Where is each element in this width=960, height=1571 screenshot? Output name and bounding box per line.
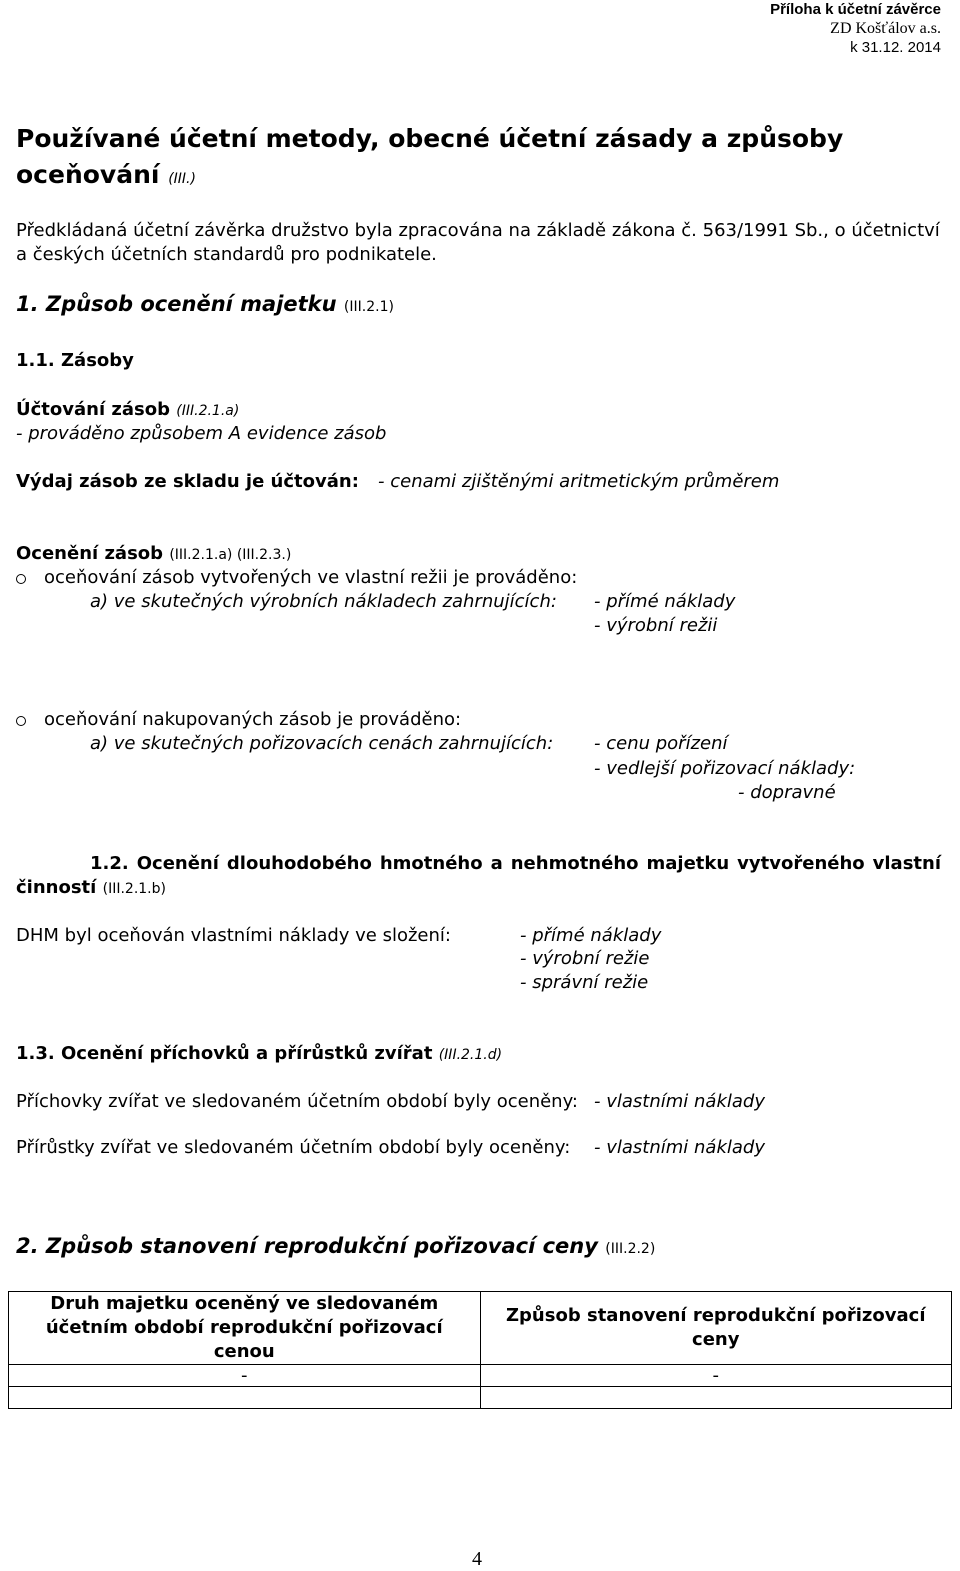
section-1-2-ref: (III.2.1.b)	[102, 881, 166, 897]
section-1-3-heading-text: 1.3. Ocenění příchovků a přírůstků zvířat	[16, 1043, 433, 1064]
intro-line1: Předkládaná účetní závěrka družstvo byla zpracována na základě zákona č. 563/1991 Sb., o účetnictví	[16, 220, 940, 241]
issue-value: - cenami zjištěnými aritmetickým průměrem	[378, 471, 780, 492]
intro-line2: a českých účetních standardů pro podnikatele.	[16, 244, 437, 265]
section-1-2-heading-text: činností	[16, 877, 97, 898]
page-number: 4	[472, 1548, 482, 1570]
purchased-label: a) ve skutečných pořizovacích cenách zahrnujících:	[90, 733, 554, 754]
offspring-label: Příchovky zvířat ve sledovaném účetním období byly oceněny:	[16, 1091, 578, 1112]
header-company: ZD Košťálov a.s.	[830, 20, 941, 37]
dhm-item: - správní režie	[520, 972, 649, 993]
dhm-item: - přímé náklady	[520, 925, 662, 946]
section-1-1-heading: 1.1. Zásoby	[16, 350, 134, 371]
own-production-item: - přímé náklady	[594, 591, 736, 612]
table-cell	[9, 1387, 481, 1409]
section-2-heading	[16, 1234, 655, 1259]
section-1-3-heading	[16, 1043, 502, 1065]
own-production-bullet: oceňování zásob vytvořených ve vlastní režii je prováděno:	[44, 567, 578, 588]
section-1-ref: (III.2.1)	[343, 299, 394, 315]
page-title-line1: Používané účetní metody, obecné účetní zásady a způsoby	[16, 124, 844, 153]
table-header-row	[9, 1292, 952, 1365]
page-title-line2	[16, 160, 196, 190]
purchased-item: - cenu pořízení	[594, 733, 728, 754]
table-header-cell: Způsob stanovení reprodukční pořizovací ceny	[480, 1292, 952, 1365]
purchased-item: - vedlejší pořizovací náklady:	[594, 758, 856, 779]
table-row	[9, 1365, 952, 1387]
table-cell	[480, 1387, 952, 1409]
bullet-icon	[16, 574, 26, 584]
dhm-label: DHM byl oceňován vlastními náklady ve složení:	[16, 925, 451, 946]
valuation-ref: (III.2.1.a) (III.2.3.)	[169, 547, 292, 563]
increments-label: Přírůstky zvířat ve sledovaném účetním období byly oceněny:	[16, 1137, 571, 1158]
valuation-label	[16, 543, 291, 565]
accounting-ref: (III.2.1.a)	[176, 403, 240, 419]
table-cell: -	[480, 1365, 952, 1387]
increments-value: - vlastními náklady	[594, 1137, 765, 1158]
own-production-item: - výrobní režii	[594, 615, 718, 636]
accounting-text: - prováděno způsobem A evidence zásob	[16, 423, 387, 444]
purchased-item: - dopravné	[738, 782, 836, 803]
dhm-item: - výrobní režie	[520, 948, 650, 969]
issue-label: Výdaj zásob ze skladu je účtován:	[16, 471, 359, 492]
table-cell: -	[9, 1365, 481, 1387]
valuation-table	[8, 1291, 952, 1409]
section-2-heading-text: 2. Způsob stanovení reprodukční pořizovací ceny	[16, 1234, 598, 1258]
section-1-heading-text: 1. Způsob ocenění majetku	[16, 292, 337, 316]
section-1-3-ref: (III.2.1.d)	[438, 1047, 503, 1063]
header-title: Příloha k účetní závěrce	[770, 1, 941, 18]
section-1-heading	[16, 292, 394, 317]
valuation-label-text: Ocenění zásob	[16, 543, 164, 564]
section-1-2-heading: 1.2. Ocenění dlouhodobého hmotného a nehmotného majetku vytvořeného vlastní	[90, 853, 941, 874]
accounting-label	[16, 399, 239, 421]
section-2-ref: (III.2.2)	[605, 1241, 656, 1257]
purchased-bullet: oceňování nakupovaných zásob je prováděno:	[44, 709, 462, 730]
header-date: k 31.12. 2014	[850, 39, 941, 56]
table-row	[9, 1387, 952, 1409]
bullet-icon	[16, 716, 26, 726]
page-title-word: oceňování	[16, 160, 160, 189]
own-production-label: a) ve skutečných výrobních nákladech zahrnujících:	[90, 591, 557, 612]
offspring-value: - vlastními náklady	[594, 1091, 765, 1112]
accounting-label-text: Účtování zásob	[16, 399, 170, 420]
page-title-ref: (III.)	[168, 171, 196, 187]
table-header-cell: Druh majetku oceněný ve sledovaném účetním období reprodukční pořizovací cenou	[9, 1292, 481, 1365]
section-1-2-heading-cont	[16, 877, 166, 899]
